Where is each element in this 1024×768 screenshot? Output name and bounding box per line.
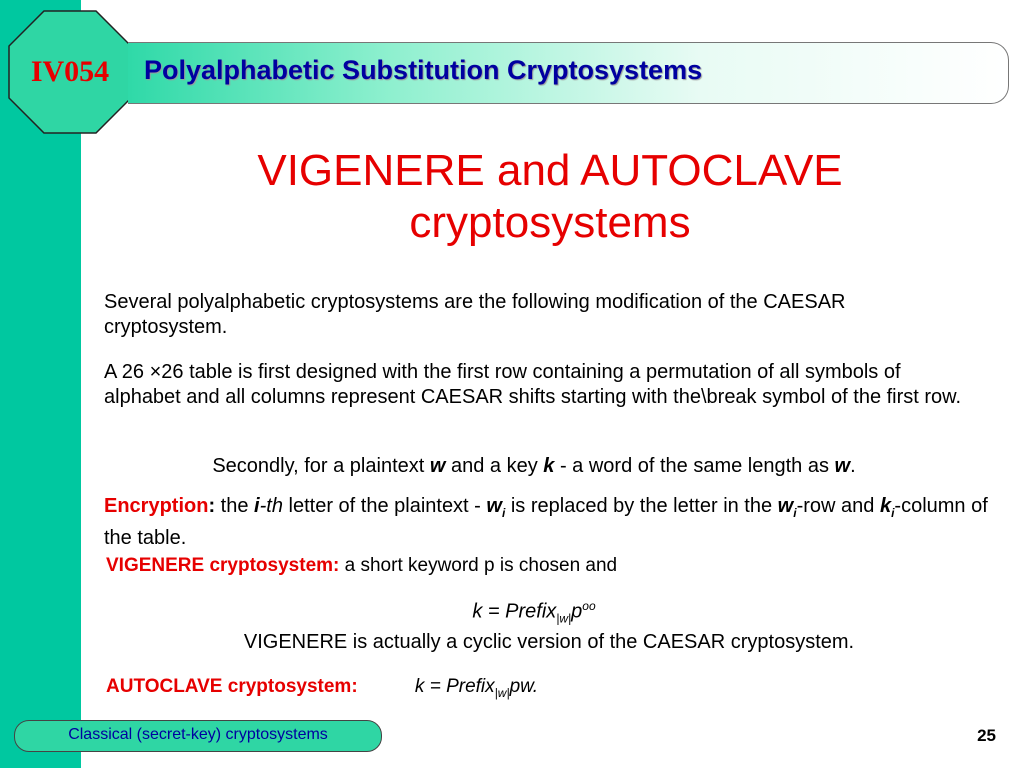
slide-section-title: Polyalphabetic Substitution Cryptosystems [144, 55, 703, 85]
footer-label: Classical (secret-key) cryptosystems [68, 726, 328, 743]
encryption-paragraph: Encryption: the i-th letter of the plaintext - $w_i$ is replaced by the letter in the $w_i$-row and $k_i$-column of the table. [104, 495, 988, 549]
course-badge [8, 10, 132, 134]
slide-heading [100, 145, 1000, 249]
vigenere-note: VIGENERE is actually a cyclic version of the CAESAR cryptosystem. [243, 631, 855, 653]
autoclave-paragraph: AUTOCLAVE cryptosystem: k = Prefix$_{|w|}$pw. [106, 676, 539, 700]
vigenere-formula: $k = Prefix_{|w|}p^{oo}$ [472, 599, 596, 626]
table-paragraph: A 26 ×26 table is first designed with the first row containing a permutation of all symbols of alphabet and all columns represent CAESAR shifts starting with the\break symbol of the first row. [104, 361, 962, 408]
heading-line-1: VIGENERE and AUTOCLAVE [257, 146, 843, 195]
heading-line-2: cryptosystems [409, 198, 691, 247]
page-number: 25 [977, 726, 996, 745]
intro-paragraph: Several polyalphabetic cryptosystems are the following modification of the CAESAR cryptosystem. [104, 291, 846, 338]
encryption-label: Encryption [104, 495, 209, 517]
autoclave-label: AUTOCLAVE cryptosystem [106, 676, 352, 697]
plaintext-key-paragraph: Secondly, for a plaintext w and a key k - a word of the same length as w. [212, 455, 856, 477]
course-code: IV054 [30, 55, 110, 88]
autoclave-formula: k = Prefix [414, 676, 495, 697]
vigenere-paragraph: VIGENERE cryptosystem: a short keyword p is chosen and [106, 555, 618, 576]
vigenere-label: VIGENERE cryptosystem [106, 555, 334, 576]
